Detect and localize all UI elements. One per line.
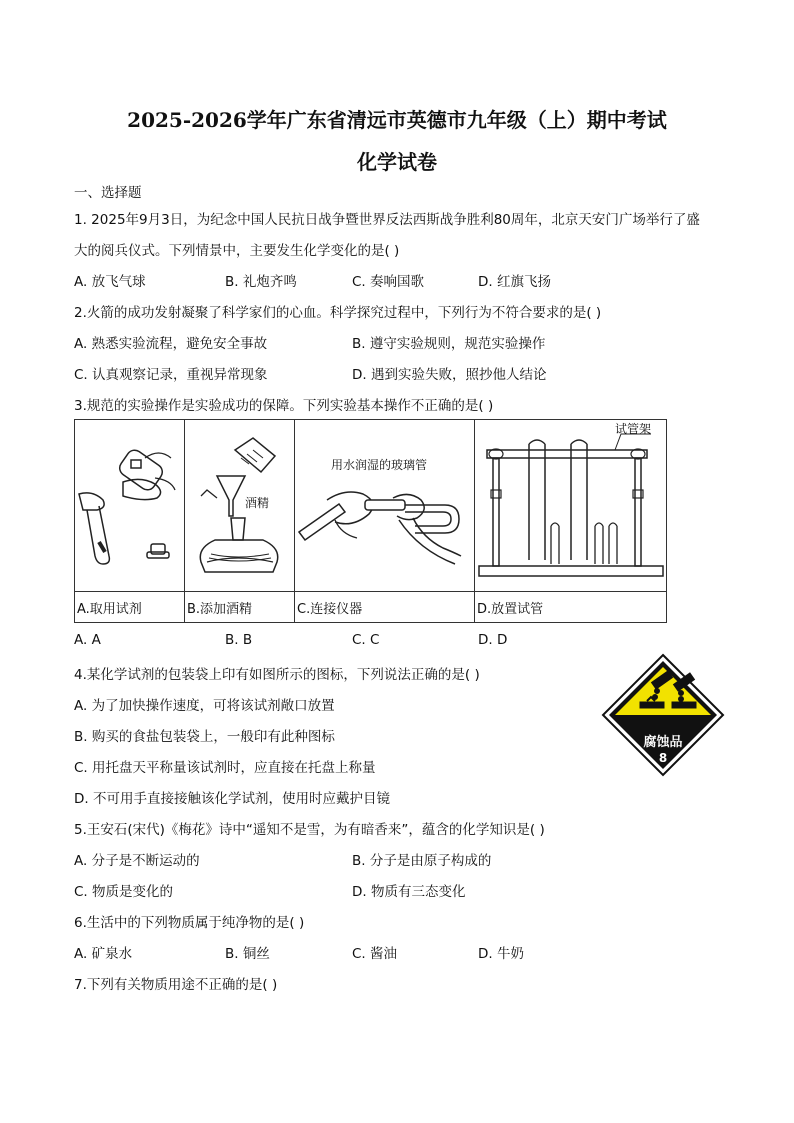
corrosive-sign-icon	[601, 653, 725, 781]
q6-stem: 6.生活中的下列物质属于纯净物的是( )	[74, 915, 305, 931]
q1-stem-line2: 大的阅兵仪式。下列情景中，主要发生化学变化的是( )	[74, 243, 400, 259]
q4-option-a: A. 为了加快操作速度，可将该试剂敞口放置	[74, 698, 335, 714]
q5-stem: 5.王安石(宋代)《梅花》诗中“遥知不是雪，为有暗香来”，蕴含的化学知识是( )	[74, 822, 545, 838]
q4-option-c: C. 用托盘天平称量该试剂时，应直接在托盘上称量	[74, 760, 376, 776]
alcohol-label: 酒精	[245, 496, 270, 510]
q6-option-d: D. 牛奶	[478, 946, 524, 962]
q5-option-d: D. 物质有三态变化	[352, 884, 466, 900]
exam-title: 2025-2026学年广东省清远市英德市九年级（上）期中考试	[127, 108, 667, 132]
exam-subject: 化学试卷	[357, 150, 437, 174]
q5-option-a: A. 分子是不断运动的	[74, 853, 200, 869]
q2-stem: 2.火箭的成功发射凝聚了科学家们的心血。科学探究过程中，下列行为不符合要求的是( )	[74, 305, 602, 321]
q3-option-c: C. C	[352, 632, 380, 648]
q3-caption-c: C.连接仪器	[295, 592, 475, 623]
q3-image-table	[74, 419, 667, 623]
q6-option-a: A. 矿泉水	[74, 946, 133, 962]
q3-caption-a: A.取用试剂	[75, 592, 185, 623]
q3-image-c	[295, 420, 475, 592]
q1-stem-line1: 1. 2025年9月3日，为纪念中国人民抗日战争暨世界反法西斯战争胜利80周年，北京天安门广场举行了盛	[74, 212, 700, 228]
q3-image-b	[185, 420, 295, 592]
q1-option-a: A. 放飞气球	[74, 274, 146, 290]
tube-label: 用水润湿的玻璃管	[331, 458, 428, 472]
q1-option-b: B. 礼炮齐鸣	[225, 274, 297, 290]
q3-image-a	[75, 420, 185, 592]
q3-option-a: A. A	[74, 632, 101, 648]
q1-option-d: D. 红旗飞扬	[478, 274, 551, 290]
q1-option-c: C. 奏响国歌	[352, 274, 425, 290]
q2-option-a: A. 熟悉实验流程，避免安全事故	[74, 336, 268, 352]
q3-image-d	[475, 420, 667, 592]
corrosive-sign-number: 8	[658, 751, 668, 765]
q5-option-b: B. 分子是由原子构成的	[352, 853, 492, 869]
q2-option-b: B. 遵守实验规则，规范实验操作	[352, 336, 546, 352]
q3-caption-d: D.放置试管	[475, 592, 667, 623]
q4-option-d: D. 不可用手直接接触该化学试剂，使用时应戴护目镜	[74, 791, 390, 807]
q6-option-c: C. 酱油	[352, 946, 398, 962]
q2-option-d: D. 遇到实验失败，照抄他人结论	[352, 367, 547, 383]
corrosive-sign-text: 腐蚀品	[643, 735, 683, 750]
q2-option-c: C. 认真观察记录，重视异常现象	[74, 367, 268, 383]
q3-caption-b: B.添加酒精	[185, 592, 295, 623]
q3-stem: 3.规范的实验操作是实验成功的保障。下列实验基本操作不正确的是( )	[74, 398, 494, 414]
q4-option-b: B. 购买的食盐包装袋上，一般印有此种图标	[74, 729, 335, 745]
section-heading: 一、选择题	[74, 185, 142, 201]
q5-option-c: C. 物质是变化的	[74, 884, 174, 900]
q3-option-b: B. B	[225, 632, 253, 648]
q3-option-d: D. D	[478, 632, 508, 648]
rack-label: 试管架	[615, 422, 652, 436]
q4-stem: 4.某化学试剂的包装袋上印有如图所示的图标，下列说法正确的是( )	[74, 667, 480, 683]
q7-stem: 7.下列有关物质用途不正确的是( )	[74, 977, 278, 993]
q6-option-b: B. 铜丝	[225, 946, 270, 962]
